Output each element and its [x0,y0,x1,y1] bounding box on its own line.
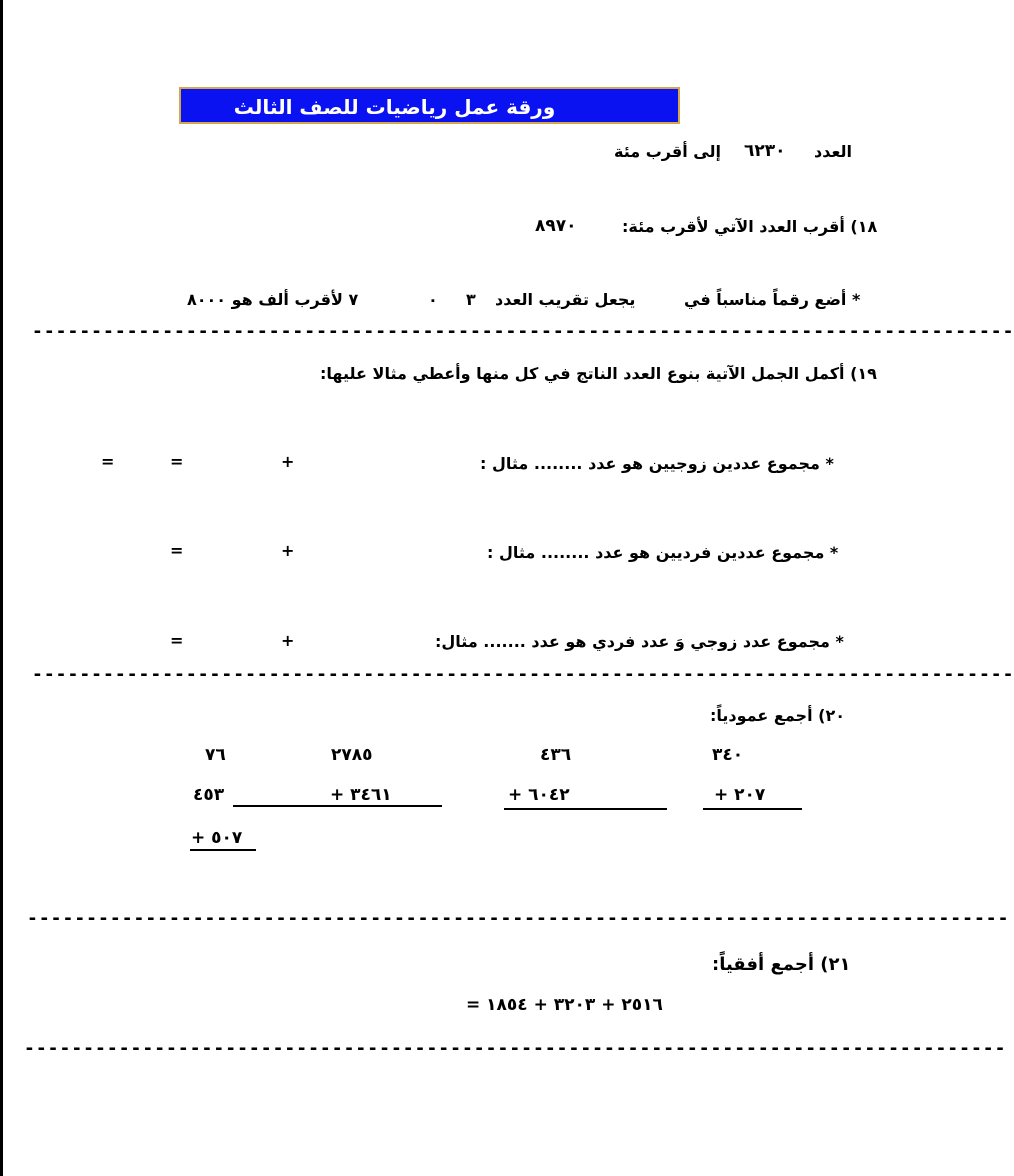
q18-digit-0: ٠ [428,290,438,309]
separator-3: ----------------------------------------------------------------------------------- [27,908,1010,929]
worksheet-title: ورقة عمل رياضيات للصف الثالث [233,95,556,119]
q18-heading: ١٨) أقرب العدد الآتي لأقرب مئة: [622,217,878,236]
q20-p3-top: ٢٧٨٥ [331,745,373,765]
q19-item-3: * مجموع عدد زوجي وَ عدد فردي هو عدد ....... مثال: [435,632,844,651]
q20-p4-top: ٧٦ [205,745,226,765]
q20-heading: ٢٠) أجمع عمودياً: [710,706,845,725]
q20-p2-bottom: + ٦٠٤٢ [508,785,570,805]
q20-p2-underline [504,808,667,810]
q20-p4-bottom: + ٥٠٧ [191,828,243,848]
q19-item-2-eq1: = [170,541,184,560]
q19-item-1-plus: + [281,452,295,471]
q18-number: ٨٩٧٠ [535,216,577,236]
q17-tail: إلى أقرب مئة [614,142,721,161]
separator-2: ----------------------------------------------------------------------------------- [32,664,1014,685]
q20-p1-bottom: + ٢٠٧ [714,785,766,805]
q18-line2-b: يجعل تقريب العدد [495,290,636,309]
q20-p3-underline [233,805,442,807]
q21-expression: ٢٥١٦ + ٣٢٠٣ + ١٨٥٤ = [466,995,663,1015]
q17-number: ٦٢٣٠ [744,141,786,161]
title-banner [179,87,680,124]
q20-p4-underline [190,849,256,851]
q19-heading: ١٩) أكمل الجمل الآتية بنوع العدد الناتج في كل منها وأعطي مثالا عليها: [320,364,877,383]
q19-item-1-eq1: = [170,452,184,471]
q18-digit-3: ٣ [466,290,476,309]
q20-p2-top: ٤٣٦ [540,745,572,765]
q20-p1-top: ٣٤٠ [712,745,744,765]
q19-item-2-plus: + [281,541,295,560]
q20-p3-bottom: + ٣٤٦١ [330,785,392,805]
q19-item-3-plus: + [281,631,295,650]
q19-item-1-eq2: = [101,452,115,471]
q19-item-1: * مجموع عددين زوجيين هو عدد ........ مثال : [480,454,834,473]
q19-item-2: * مجموع عددين فرديين هو عدد ........ مثال : [487,543,839,562]
q18-line2-tail: ٧ لأقرب ألف هو ٨٠٠٠ [187,290,359,309]
q19-item-3-eq1: = [170,631,184,650]
separator-4: ----------------------------------------------------------------------------------- [24,1038,1007,1059]
q21-heading: ٢١) أجمع أفقياً: [712,954,851,975]
page-left-border [0,0,3,1176]
q20-p4-middle: ٤٥٣ [193,785,225,805]
separator-1: ----------------------------------------------------------------------------------- [32,321,1014,342]
q20-p1-underline [703,808,802,810]
q17-label: العدد [814,142,852,161]
q18-line2-a: * أضع رقماً مناسباً في [684,290,861,309]
